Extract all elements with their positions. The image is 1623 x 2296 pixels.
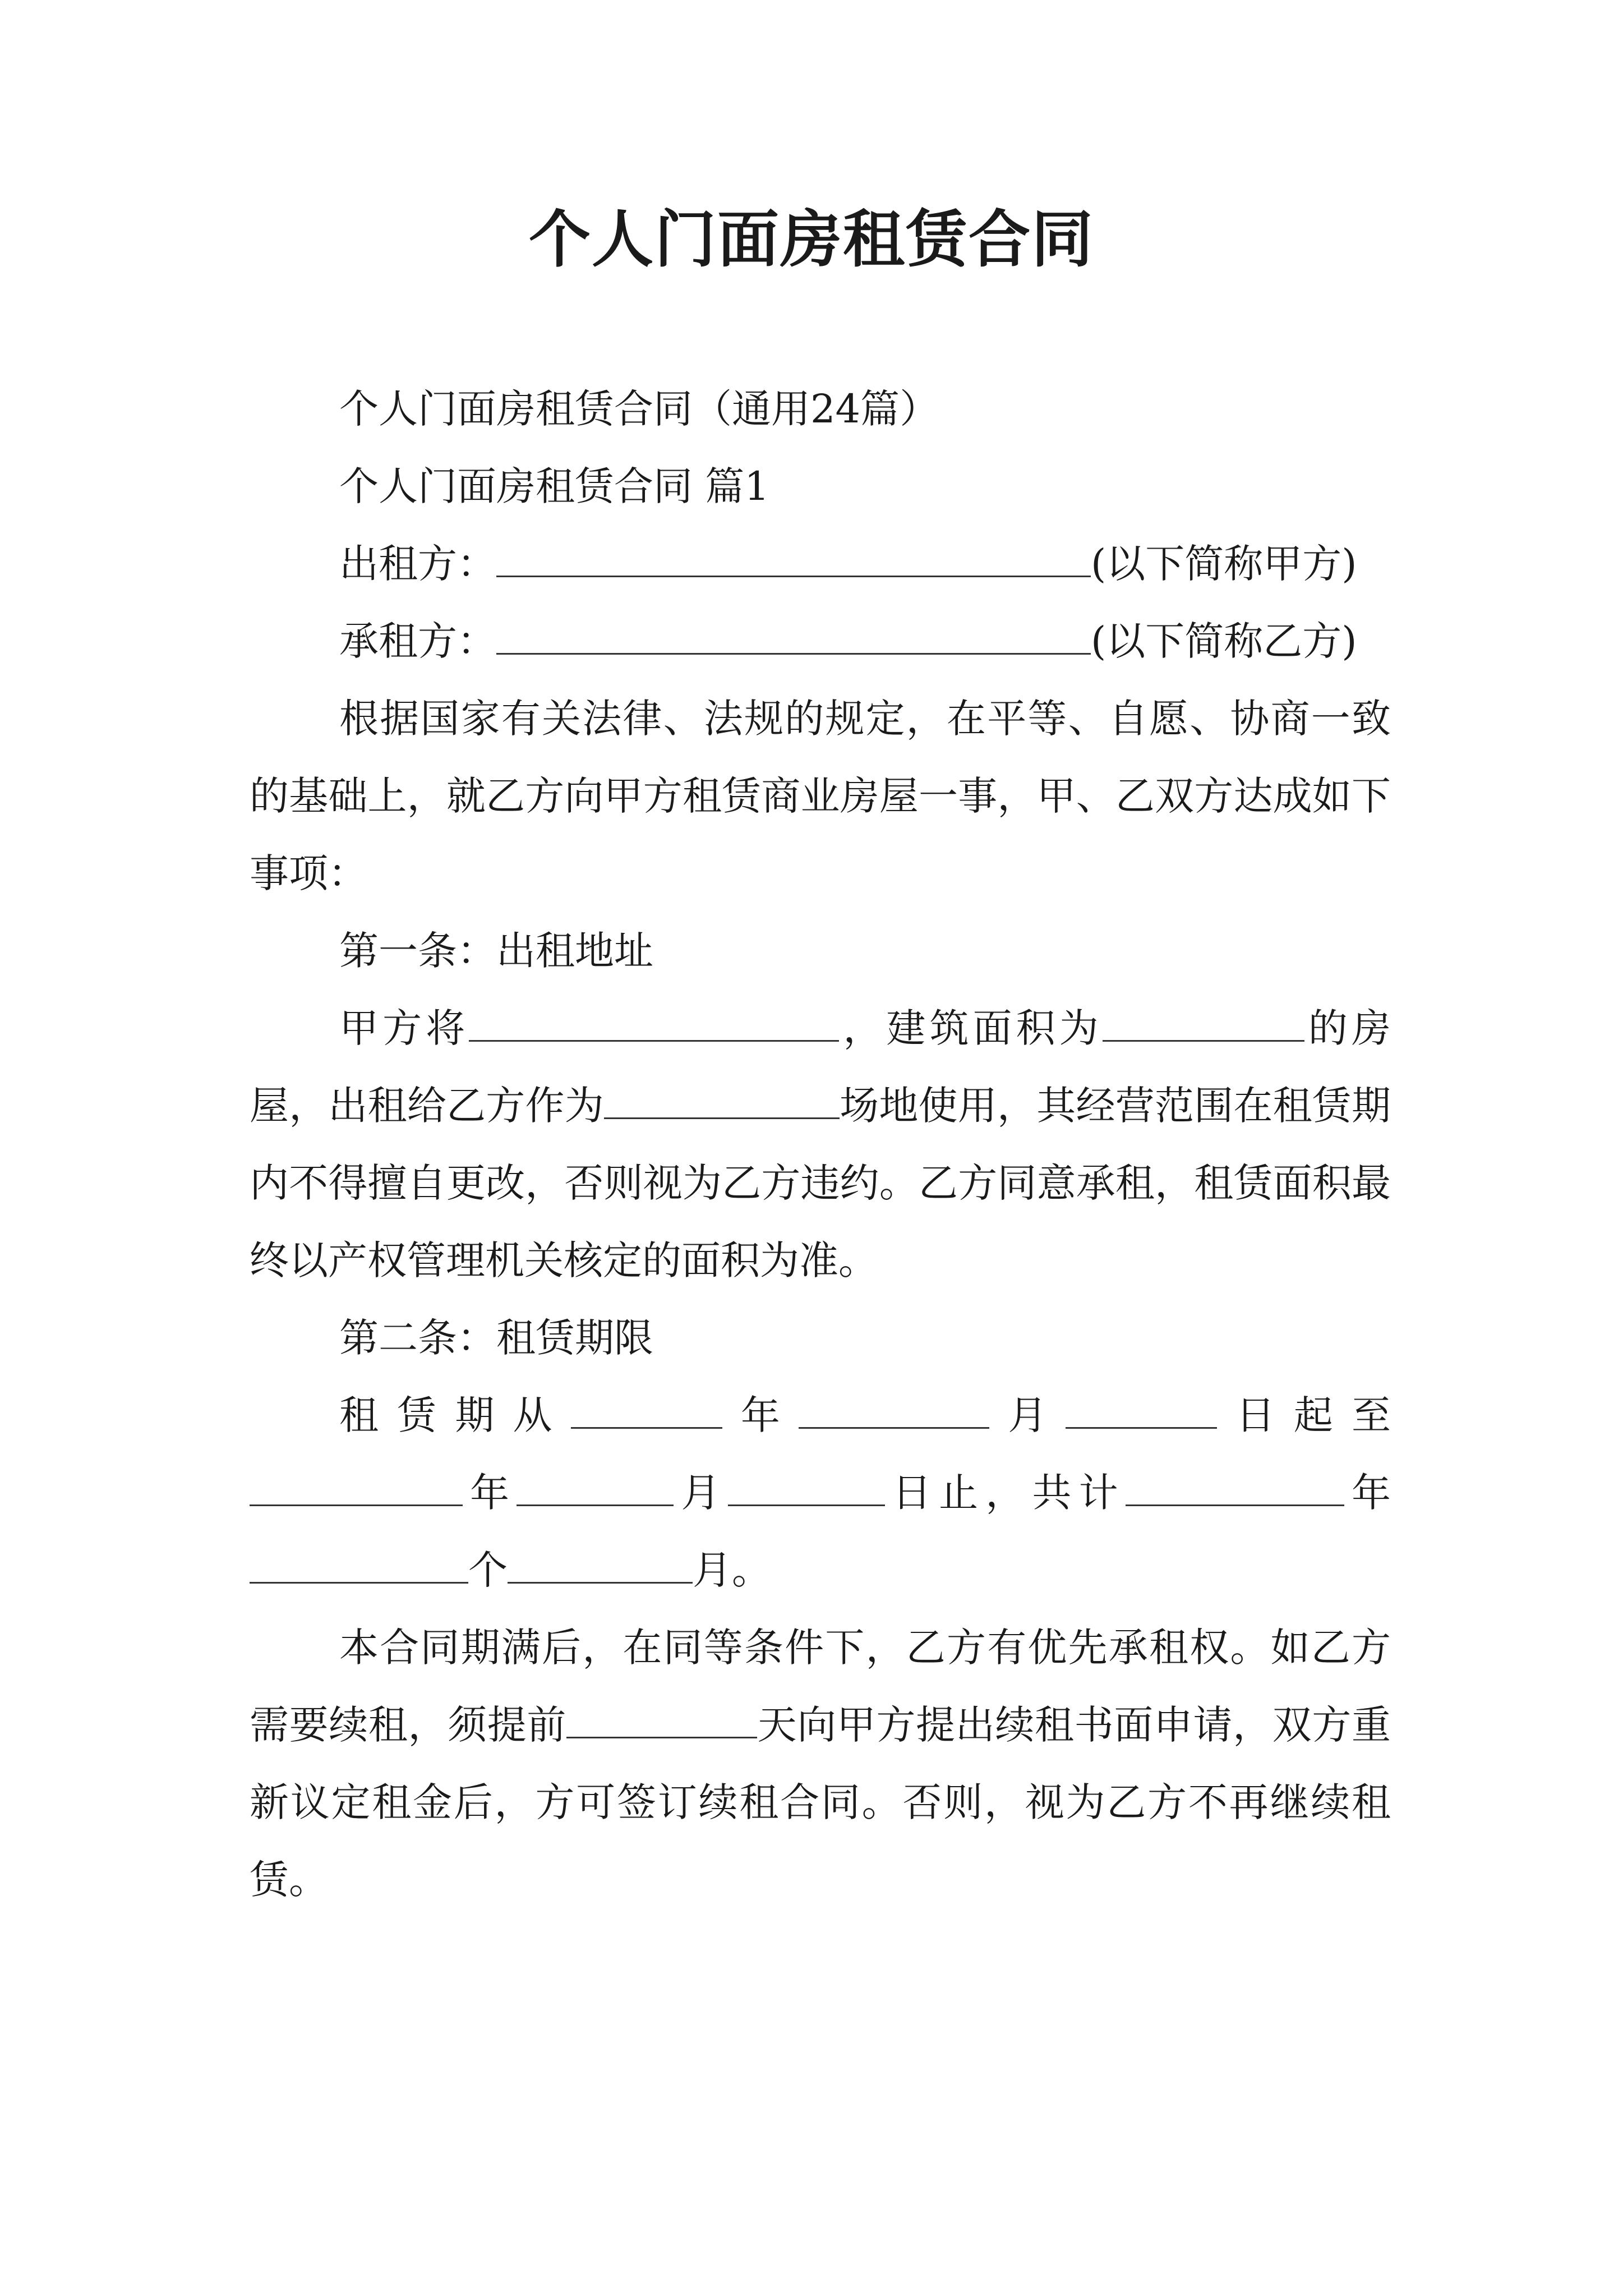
lease-term-line-2 bbox=[250, 1454, 1391, 1531]
renewal-text-1: 本合同期满后，在同等条件下，乙方有优先承租权。如乙方需要续租，须提前 bbox=[250, 1625, 1391, 1748]
end-month-text: 月 bbox=[674, 1470, 728, 1516]
subtitle: 个人门面房租赁合同（通用24篇） bbox=[339, 386, 939, 432]
area-blank bbox=[1103, 995, 1304, 1042]
preamble-paragraph: 根据国家有关法律、法规的规定，在平等、自愿、协商一致的基础上，就乙方向甲方租赁商业房屋一事，甲、乙双方达成如下事项： bbox=[250, 696, 1391, 896]
start-month-text: 月 bbox=[989, 1392, 1066, 1438]
total-month-text: 月。 bbox=[693, 1547, 771, 1593]
lessee-label: 承租方： bbox=[339, 618, 496, 664]
renewal-paragraph bbox=[250, 1609, 1391, 1918]
lessee-suffix: (以下简称乙方) bbox=[1091, 618, 1357, 664]
lessor-suffix: (以下简称甲方) bbox=[1091, 541, 1357, 587]
lessor-line bbox=[250, 525, 1391, 602]
start-year-text: 年 bbox=[722, 1392, 799, 1438]
lessor-label: 出租方： bbox=[339, 541, 496, 587]
total-year-blank bbox=[1126, 1460, 1344, 1506]
total-count-blank bbox=[250, 1537, 468, 1584]
lessor-blank bbox=[496, 531, 1091, 577]
article1-text-2: ，建筑面积为 bbox=[839, 1005, 1103, 1051]
start-month-blank bbox=[799, 1382, 989, 1429]
end-year-blank bbox=[250, 1460, 463, 1506]
article2-heading: 第二条：租赁期限 bbox=[339, 1315, 653, 1361]
total-year-text: 年 bbox=[1344, 1470, 1391, 1516]
start-day-blank bbox=[1066, 1382, 1217, 1429]
address-blank bbox=[469, 995, 839, 1042]
lease-term-line-3 bbox=[250, 1531, 1391, 1609]
lease-from-text: 租赁期从 bbox=[339, 1392, 571, 1438]
article1-heading: 第一条：出租地址 bbox=[339, 928, 653, 974]
lease-term-paragraph bbox=[250, 1377, 1391, 1454]
ge-text: 个 bbox=[468, 1547, 508, 1593]
lessee-line bbox=[250, 602, 1391, 680]
renewal-text-2: 天向甲方提出续租书面申请，双方重新议定租金后，方可签订续租合同。否则，视为乙方不再继续租赁。 bbox=[250, 1702, 1391, 1903]
usage-blank bbox=[604, 1073, 840, 1119]
end-day-text: 日止，共计 bbox=[884, 1470, 1126, 1516]
section-heading: 个人门面房租赁合同 篇1 bbox=[339, 463, 769, 509]
article1-text-1: 甲方将 bbox=[339, 1005, 469, 1051]
article1-text-3: 的房屋，出租给乙方作为 bbox=[250, 1005, 1391, 1129]
start-year-blank bbox=[571, 1382, 722, 1429]
total-month-blank bbox=[508, 1537, 693, 1584]
article1-text-4: 场地使用，其经营范围在租赁期内不得擅自更改，否则视为乙方违约。乙方同意承租，租赁面积最终以产权管理机关核定的面积为准。 bbox=[250, 1083, 1391, 1283]
end-month-blank bbox=[517, 1460, 674, 1506]
lessee-blank bbox=[496, 608, 1091, 655]
end-day-blank bbox=[728, 1460, 885, 1506]
document-body bbox=[250, 370, 1391, 1918]
start-day-text: 日起至 bbox=[1217, 1392, 1391, 1438]
article1-paragraph bbox=[250, 990, 1391, 1299]
document-title: 个人门面房租赁合同 bbox=[529, 203, 1094, 275]
end-year-text: 年 bbox=[463, 1470, 517, 1516]
renewal-days-blank bbox=[566, 1692, 757, 1738]
